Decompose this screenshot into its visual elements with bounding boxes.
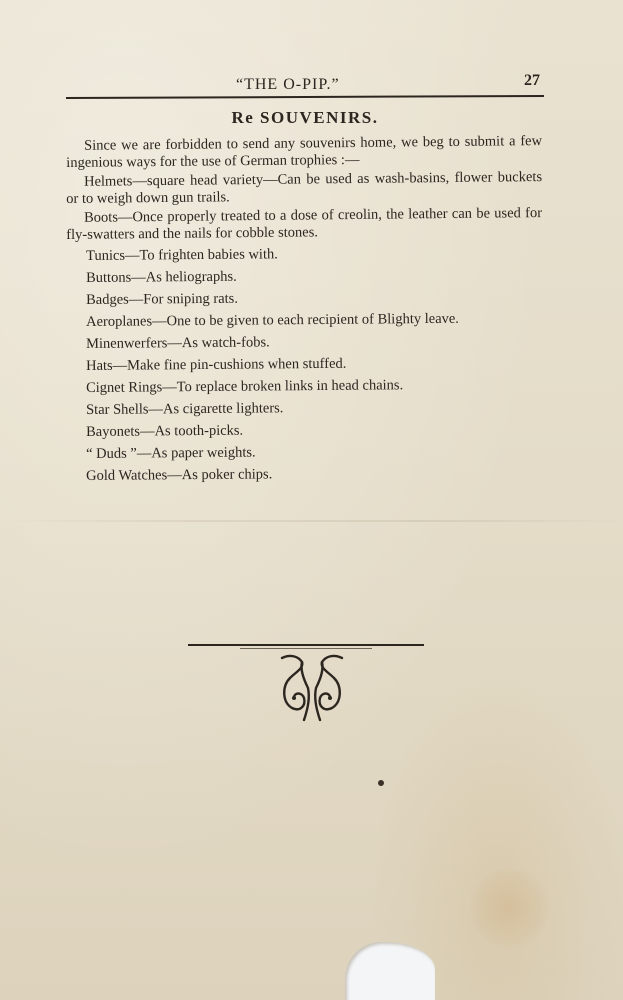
paper-stain — [470, 868, 550, 948]
scroll-ornament-icon — [274, 650, 350, 726]
page-number: 27 — [524, 72, 540, 89]
end-divider — [188, 644, 424, 646]
ink-speck — [378, 780, 384, 786]
header-rule — [66, 95, 544, 99]
list-item: Cignet Rings—To replace broken links in head chains. — [86, 377, 404, 396]
running-title: “THE O-PIP.” — [236, 76, 340, 93]
list-item: Minenwerfers—As watch-fobs. — [86, 334, 270, 352]
paper-tear — [345, 942, 435, 1000]
paper-fold — [0, 520, 623, 522]
list-item: Hats—Make fine pin-cushions when stuffed. — [86, 355, 347, 374]
list-item: Badges—For sniping rats. — [86, 290, 238, 308]
helmets-paragraph: Helmets—square head variety—Can be used as wash-basins, flower buckets or to weigh down gun trails. — [66, 169, 543, 207]
list-item: Buttons—As heliographs. — [86, 268, 237, 286]
article-title: Re SOUVENIRS. — [231, 108, 379, 127]
list-item: Star Shells—As cigarette lighters. — [86, 400, 284, 418]
page-header — [66, 72, 544, 94]
list-item: Aeroplanes—One to be given to each recipient of Blighty leave. — [86, 310, 459, 330]
list-item: Bayonets—As tooth-picks. — [86, 422, 244, 440]
end-divider-thin — [240, 648, 372, 649]
list-item: Gold Watches—As poker chips. — [86, 466, 273, 484]
boots-paragraph: Boots—Once properly treated to a dose of creolin, the leather can be used for fly-swatters and the nails for cobble stones. — [66, 205, 543, 243]
list-item: Tunics—To frighten babies with. — [86, 246, 278, 264]
list-item: “ Duds ”—As paper weights. — [86, 444, 256, 462]
intro-paragraph: Since we are forbidden to send any souvenirs home, we beg to submit a few ingenious ways for the use of German trophies :— — [66, 133, 543, 171]
